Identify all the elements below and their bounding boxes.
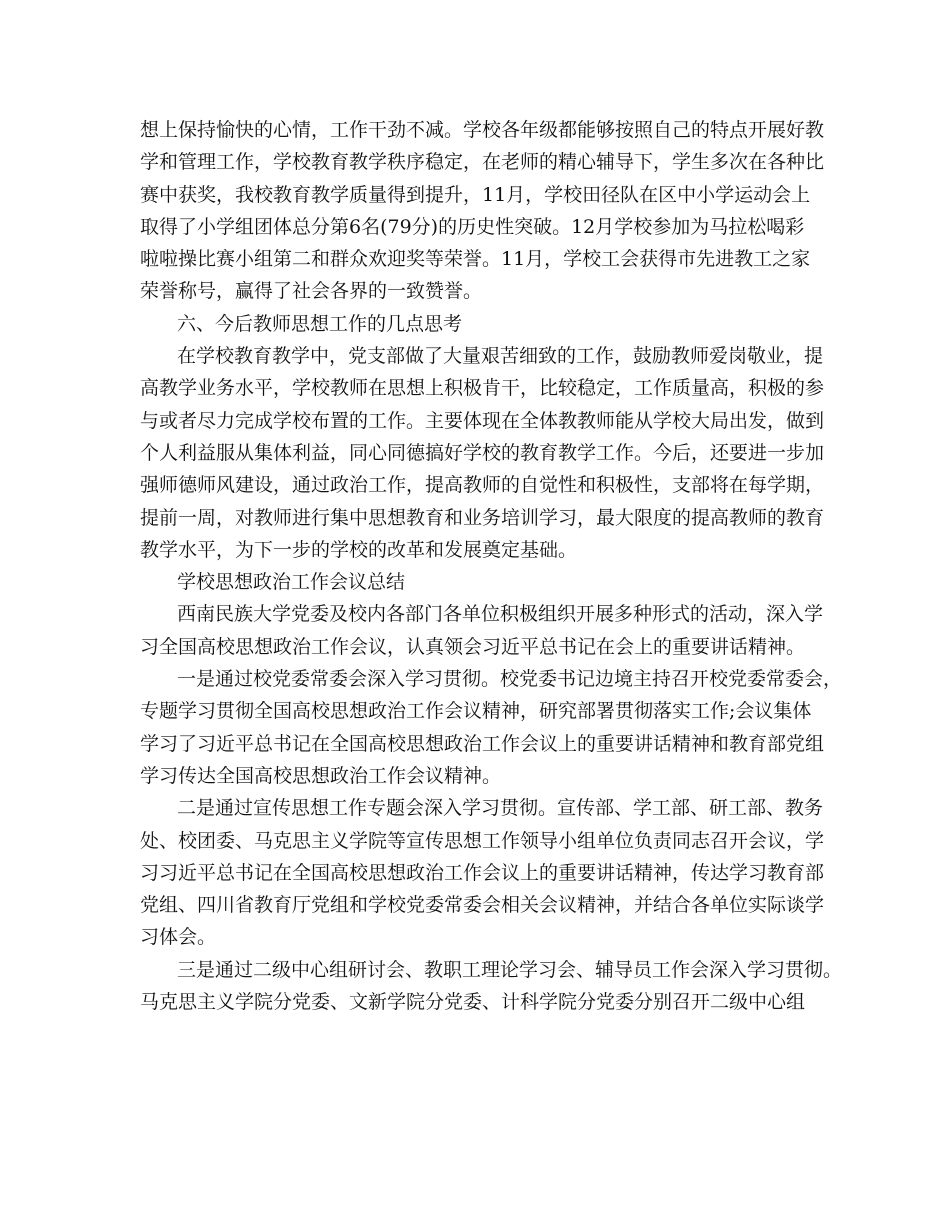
text-line: 学校思想政治工作会议总结 <box>177 571 406 594</box>
document-body <box>140 114 843 1018</box>
text-line: 学习传达全国高校思想政治工作会议精神。 <box>140 764 502 787</box>
text-line: 处、校团委、马克思主义学院等宣传思想工作领导小组单位负责同志召开会议，学 <box>140 829 825 852</box>
text-line: 个人利益服从集体利益，同心同德搞好学校的教育教学工作。今后，还要进一步加 <box>140 441 825 464</box>
text-line: 赛中获奖，我校教育教学质量得到提升，11月，学校田径队在区中小学运动会上 <box>140 183 811 206</box>
text-line: 啦啦操比赛小组第二和群众欢迎奖等荣誉。11月，学校工会获得市先进教工之家 <box>140 248 811 271</box>
text-line: 一是通过校党委常委会深入学习贯彻。校党委书记边境主持召开校党委常委会， <box>177 668 843 691</box>
text-line: 高教学业务水平，学校教师在思想上积极肯干，比较稳定，工作质量高，积极的参 <box>140 377 825 400</box>
text-line: 提前一周，对教师进行集中思想教育和业务培训学习，最大限度的提高教师的教育 <box>140 506 825 529</box>
text-line: 荣誉称号，赢得了社会各界的一致赞誉。 <box>140 280 483 303</box>
text-line: 习习近平总书记在全国高校思想政治工作会议上的重要讲话精神，传达学习教育部 <box>140 861 825 884</box>
text-line: 强师德师风建设，通过政治工作，提高教师的自觉性和积极性，支部将在每学期， <box>140 474 825 497</box>
text-line: 学习了习近平总书记在全国高校思想政治工作会议上的重要讲话精神和教育部党组 <box>140 732 825 755</box>
text-line: 六、今后教师思想工作的几点思考 <box>177 312 463 335</box>
text-line: 学和管理工作，学校教育教学秩序稳定，在老师的精心辅导下，学生多次在各种比 <box>140 151 825 174</box>
text-line: 在学校教育教学中，党支部做了大量艰苦细致的工作，鼓励教师爱岗敬业，提 <box>177 345 824 368</box>
text-line: 马克思主义学院分党委、文新学院分党委、计科学院分党委分别召开二级中心组 <box>140 991 806 1014</box>
text-line: 取得了小学组团体总分第6名(79分)的历史性突破。12月学校参加为马拉松喝彩 <box>140 215 805 238</box>
text-line: 专题学习贯彻全国高校思想政治工作会议精神，研究部署贯彻落实工作;会议集体 <box>140 700 812 723</box>
text-line: 想上保持愉快的心情，工作干劲不减。学校各年级都能够按照自己的特点开展好教 <box>140 119 825 141</box>
text-line: 与或者尽力完成学校布置的工作。主要体现在全体教教师能从学校大局出发，做到 <box>140 409 825 432</box>
text-line: 二是通过宣传思想工作专题会深入学习贯彻。宣传部、学工部、研工部、教务 <box>177 797 824 820</box>
text-line: 党组、四川省教育厅党组和学校党委常委会相关会议精神，并结合各单位实际谈学 <box>140 894 825 917</box>
text-line: 教学水平，为下一步的学校的改革和发展奠定基础。 <box>140 538 578 561</box>
text-line: 西南民族大学党委及校内各部门各单位积极组织开展多种形式的活动，深入学 <box>177 603 824 626</box>
text-line: 习体会。 <box>140 926 217 949</box>
text-line: 三是通过二级中心组研讨会、教职工理论学习会、辅导员工作会深入学习贯彻。 <box>177 958 843 981</box>
text-line: 习全国高校思想政治工作会议，认真领会习近平总书记在会上的重要讲话精神。 <box>140 635 806 658</box>
